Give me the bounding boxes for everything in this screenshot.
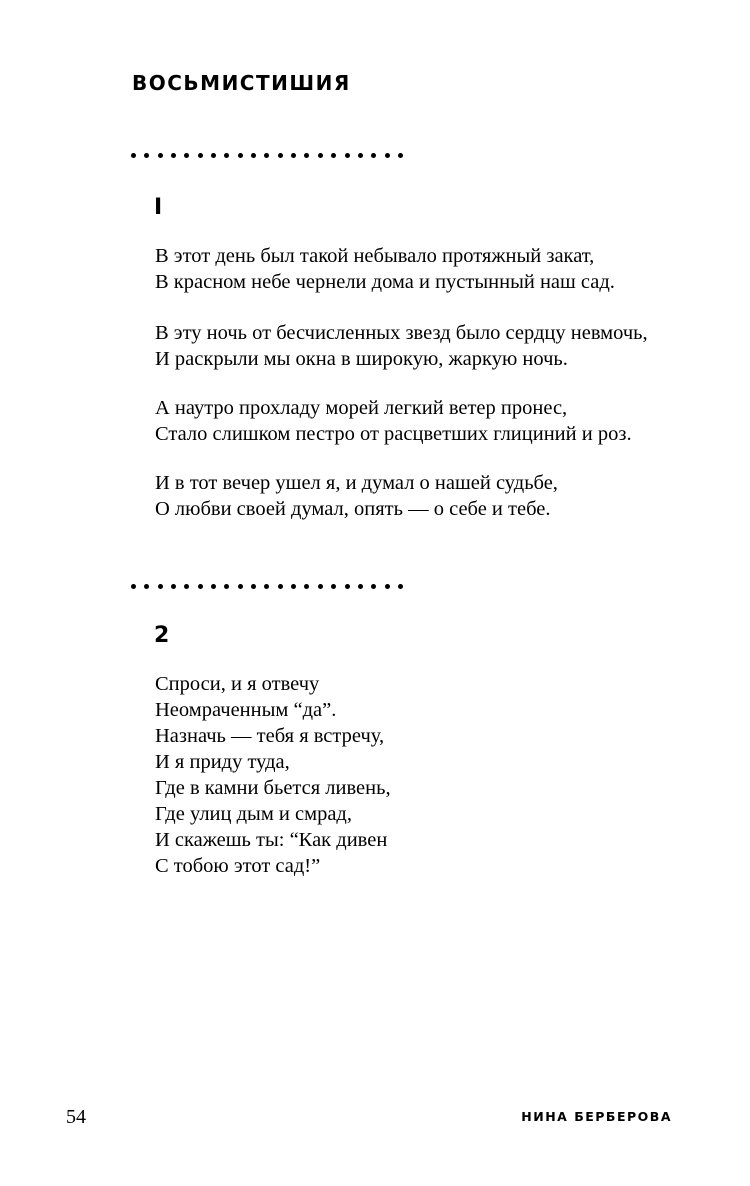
separator-dot [358, 584, 363, 589]
separator-dot [345, 153, 350, 158]
poem-line: И я приду туда, [155, 751, 290, 773]
separator-dot [211, 153, 216, 158]
running-footer-author: НИНА БЕРБЕРОВА [521, 1109, 672, 1124]
separator-dot [158, 153, 163, 158]
poem-line: Спроси, и я отвечу [155, 673, 320, 695]
separator-dot [398, 153, 403, 158]
separator-dot [131, 153, 136, 158]
dotted-separator [131, 582, 403, 590]
separator-dot [264, 153, 269, 158]
separator-dot [171, 584, 176, 589]
separator-dot [318, 153, 323, 158]
separator-dot [184, 153, 189, 158]
separator-dot [224, 153, 229, 158]
separator-dot [398, 584, 403, 589]
poem-line: И в тот вечер ушел я, и думал о нашей судьбе, [155, 472, 558, 494]
stanza [155, 470, 558, 522]
separator-dot [385, 584, 390, 589]
stanza [155, 320, 648, 372]
section-title: ВОСЬМИСТИШИЯ [132, 71, 351, 95]
separator-dot [131, 584, 136, 589]
separator-dot [184, 584, 189, 589]
separator-dot [291, 584, 296, 589]
separator-dot [158, 584, 163, 589]
separator-dot [371, 153, 376, 158]
separator-dot [331, 153, 336, 158]
poem-line: С тобою этот сад!” [155, 855, 321, 877]
poem-line: О любви своей думал, опять — о себе и тебе. [155, 498, 551, 520]
separator-dot [291, 153, 296, 158]
separator-dot [251, 153, 256, 158]
poem-numeral: 2 [154, 623, 170, 648]
separator-dot [278, 584, 283, 589]
separator-dot [331, 584, 336, 589]
separator-dot [371, 584, 376, 589]
separator-dot [198, 584, 203, 589]
poem-numeral: I [154, 195, 163, 220]
separator-dot [224, 584, 229, 589]
separator-dot [264, 584, 269, 589]
separator-dot [358, 153, 363, 158]
separator-dot [171, 153, 176, 158]
separator-dot [318, 584, 323, 589]
dotted-separator [131, 151, 403, 159]
page-number: 54 [66, 1106, 86, 1128]
poem-line: В красном небе чернели дома и пустынный наш сад. [155, 271, 615, 293]
poem-line: Стало слишком пестро от расцветших глициний и роз. [155, 423, 632, 445]
poem-line: Где в камни бьется ливень, [155, 777, 391, 799]
separator-dot [304, 584, 309, 589]
separator-dot [385, 153, 390, 158]
poem-line: Назначь — тебя я встречу, [155, 725, 385, 747]
poem-line: В эту ночь от бесчисленных звезд было сердцу невмочь, [155, 322, 648, 344]
separator-dot [238, 584, 243, 589]
separator-dot [278, 153, 283, 158]
poem-line: Где улиц дым и смрад, [155, 803, 352, 825]
poem-line: И скажешь ты: “Как дивен [155, 829, 388, 851]
separator-dot [211, 584, 216, 589]
stanza [155, 671, 391, 879]
separator-dot [144, 153, 149, 158]
separator-dot [345, 584, 350, 589]
poem-line: А наутро прохладу морей легкий ветер пронес, [155, 397, 568, 419]
stanza [155, 395, 632, 447]
poem-line: И раскрыли мы окна в широкую, жаркую ночь. [155, 348, 568, 370]
separator-dot [198, 153, 203, 158]
poem-line: Неомраченным “да”. [155, 699, 337, 721]
separator-dot [251, 584, 256, 589]
poem-line: В этот день был такой небывало протяжный закат, [155, 245, 595, 267]
separator-dot [238, 153, 243, 158]
separator-dot [304, 153, 309, 158]
stanza [155, 243, 615, 295]
separator-dot [144, 584, 149, 589]
